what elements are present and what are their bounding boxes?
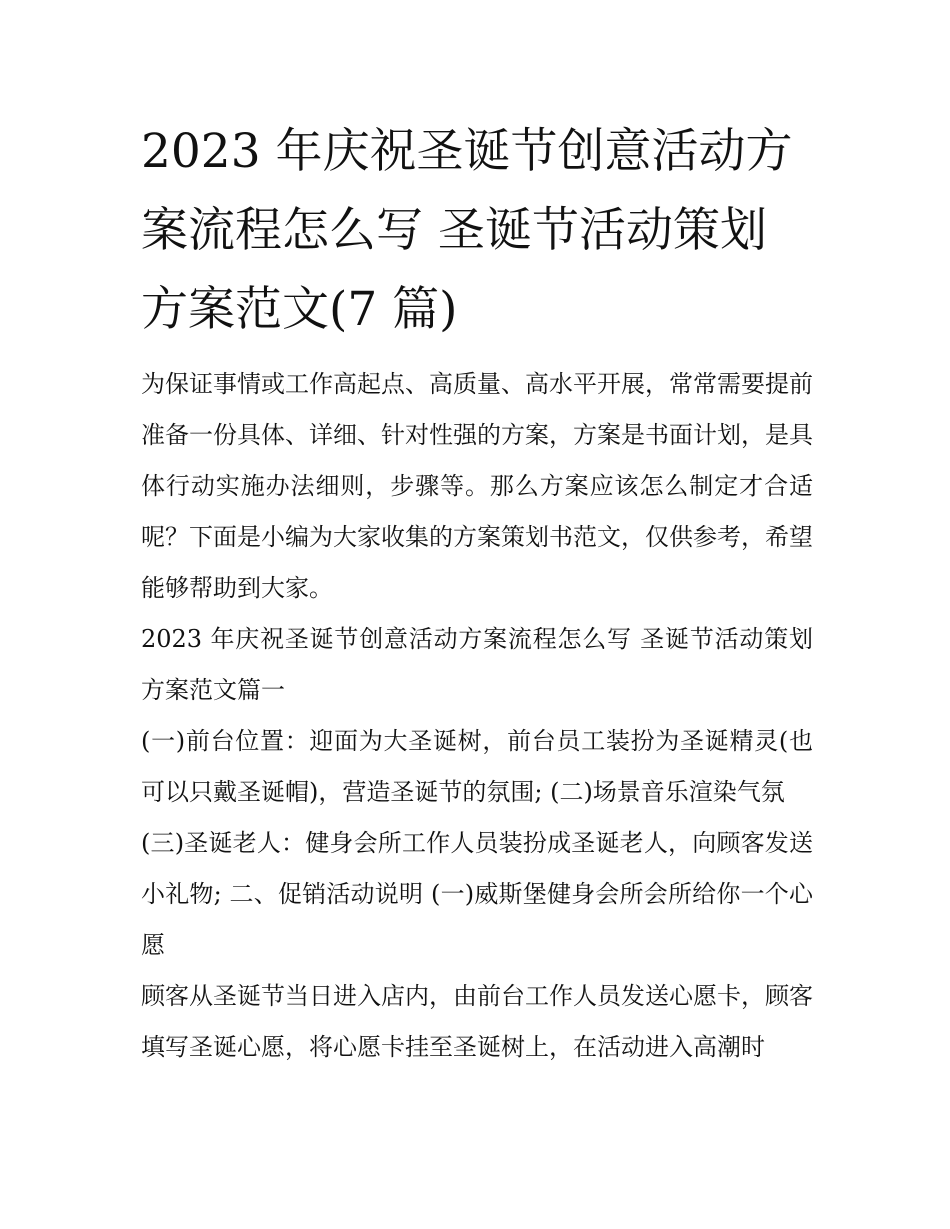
intro-paragraph: 为保证事情或工作高起点、高质量、高水平开展，常常需要提前准备一份具体、详细、针对性强的方案，方案是书面计划，是具体行动实施办法细则，步骤等。那么方案应该怎么制定才合适呢？下面是小编为大家收集的方案策划书范文，仅供参考，希望能够帮助到大家。	[141, 370, 813, 602]
document-title: 2023 年庆祝圣诞节创意活动方案流程怎么写 圣诞节活动策划方案范文(7 篇)	[141, 124, 793, 337]
document-page	[141, 112, 813, 1073]
paragraph-front-desk: (一)前台位置：迎面为大圣诞树，前台员工装扮为圣诞精灵(也可以只戴圣诞帽)，营造圣诞节的氛围; (二)场景音乐渲染气氛	[141, 727, 813, 806]
section-heading: 2023 年庆祝圣诞节创意活动方案流程怎么写 圣诞节活动策划方案范文篇一	[141, 625, 813, 704]
paragraph-wish-card: 顾客从圣诞节当日进入店内，由前台工作人员发送心愿卡，顾客填写圣诞心愿，将心愿卡挂至圣诞树上，在活动进入高潮时	[141, 982, 813, 1061]
paragraph-santa: (三)圣诞老人：健身会所工作人员装扮成圣诞老人，向顾客发送小礼物; 二、促销活动说明 (一)威斯堡健身会所会所给你一个心愿	[141, 829, 813, 959]
